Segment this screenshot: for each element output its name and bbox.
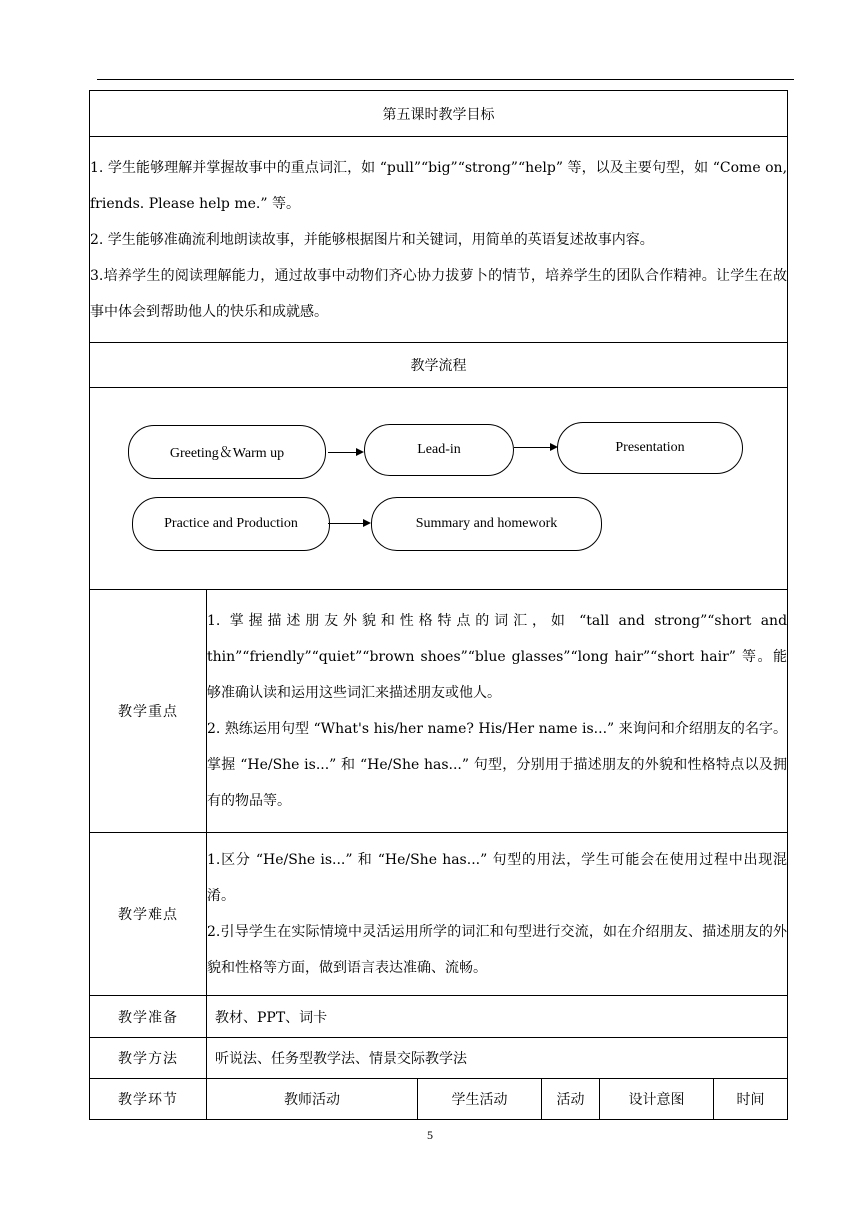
objective-item: 2. 学生能够准确流利地朗读故事，并能够根据图片和关键词，用简单的英语复述故事内容。 [90, 231, 654, 248]
flow-node-presentation: Presentation [557, 422, 743, 474]
objectives-title: 第五课时教学目标 [90, 91, 788, 137]
objective-item: 3.培养学生的阅读理解能力，通过故事中动物们齐心协力拔萝卜的情节，培养学生的团队合作精神。让学生在故事中体会到帮助他人的快乐和成就感。 [90, 267, 788, 320]
header-stage: 教学环节 [90, 1079, 207, 1120]
difficulties-label: 教学难点 [90, 833, 207, 996]
key-point-item: 1. 掌握描述朋友外貌和性格特点的词汇，如 “tall and strong”“short and thin”“friendly”“quiet”“brown shoes”“blue glasses”“long hair”“short hair” 等。能够准确认读和运用这些词汇来描述朋友或他人。 [207, 613, 788, 701]
header-design: 设计意图 [600, 1079, 714, 1120]
header-student: 学生活动 [418, 1079, 542, 1120]
preparation-label: 教学准备 [90, 996, 207, 1038]
flow-node-greeting: Greeting＆Warm up [128, 425, 326, 479]
methods-value: 听说法、任务型教学法、情景交际教学法 [207, 1038, 788, 1079]
lesson-plan-page [89, 90, 787, 1120]
process-flowchart [90, 388, 788, 590]
header-time: 时间 [714, 1079, 788, 1120]
difficulty-item: 2.引导学生在实际情境中灵活运用所学的词汇和句型进行交流，如在介绍朋友、描述朋友的外貌和性格等方面，做到语言表达准确、流畅。 [207, 924, 788, 976]
flow-arrow [328, 452, 362, 453]
flow-node-practice: Practice and Production [132, 497, 330, 551]
flow-node-leadin: Lead-in [364, 424, 514, 476]
key-points-label: 教学重点 [90, 590, 207, 833]
page-number: 5 [427, 1128, 433, 1142]
flow-node-summary: Summary and homework [371, 497, 602, 551]
difficulty-item: 1.区分 “He/She is...” 和 “He/She has...” 句型的用法，学生可能会在使用过程中出现混淆。 [207, 852, 788, 904]
header-teacher: 教师活动 [207, 1079, 418, 1120]
preparation-value: 教材、PPT、词卡 [207, 996, 788, 1038]
lesson-plan-table [89, 90, 788, 1120]
objective-item: 1. 学生能够理解并掌握故事中的重点词汇，如 “pull”“big”“strong”“help” 等，以及主要句型，如 “Come on, friends. Please help me.” 等。 [90, 159, 788, 212]
methods-label: 教学方法 [90, 1038, 207, 1079]
process-title: 教学流程 [90, 343, 788, 388]
difficulties-content [207, 833, 788, 996]
key-points-content [207, 590, 788, 833]
header-activity: 活动 [542, 1079, 600, 1120]
key-point-item: 2. 熟练运用句型 “What's his/her name? His/Her name is...” 来询问和介绍朋友的名字。掌握 “He/She is...” 和 “He/She has...” 句型，分别用于描述朋友的外貌和性格特点以及拥有的物品等。 [207, 721, 788, 809]
flow-arrow [514, 447, 556, 448]
header-rule [97, 79, 794, 80]
flow-arrow [328, 523, 369, 524]
objectives-content [90, 137, 788, 343]
